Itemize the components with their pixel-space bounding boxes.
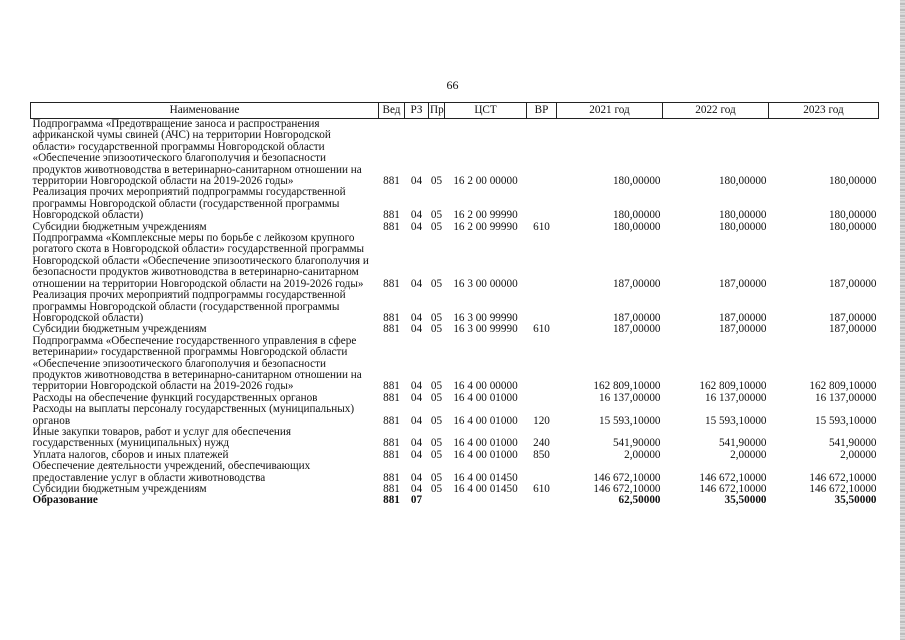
row-amount-2022: 541,90000	[718, 437, 767, 450]
row-rz: 04	[410, 175, 423, 188]
row-cst: 16 2 00 99990	[453, 209, 518, 222]
row-vr: 610	[533, 323, 550, 336]
row-pr: 05	[430, 437, 443, 450]
row-amount-2022: 180,00000	[718, 175, 767, 188]
row-amount-2021: 187,00000	[612, 311, 661, 324]
row-vr: 610	[533, 220, 550, 233]
row-vr	[527, 187, 557, 221]
row-ved: 881	[383, 414, 400, 427]
row-amount-2022: 180,00000	[718, 209, 767, 222]
row-rz: 07	[410, 494, 423, 507]
row-vr: 120	[533, 414, 550, 427]
row-cst: 16 4 00 01000	[453, 414, 518, 427]
row-cst: 16 4 00 00000	[453, 380, 518, 393]
row-pr: 05	[430, 277, 443, 290]
header-name: Наименование	[31, 103, 379, 119]
row-amount-2021: 146 672,10000	[593, 471, 661, 484]
row-pr: 05	[430, 471, 443, 484]
row-pr: 05	[430, 414, 443, 427]
row-cst: 16 4 00 01000	[453, 448, 518, 461]
row-name: Образование	[32, 494, 98, 507]
row-ved: 881	[383, 311, 400, 324]
page-number: 66	[446, 78, 459, 92]
table-header-row	[31, 103, 879, 119]
row-name: Подпрограмма «Комплексные меры по борьбе с лейкозом крупного рогатого скота в Новгородской области» государственной программы Новгородской области «Обеспечение эпизоотического благополучия и безопасности продуктов животноводства в ветеринарно-санитарном отношении на территории Новгородской области на 2019-2026 годы»	[32, 232, 369, 290]
scan-edge-artifact	[900, 0, 905, 640]
row-pr	[429, 495, 445, 506]
row-amount-2021: 187,00000	[612, 277, 661, 290]
row-amount-2023: 146 672,10000	[809, 471, 877, 484]
row-pr: 05	[430, 175, 443, 188]
row-ved: 881	[383, 277, 400, 290]
row-vr	[527, 119, 557, 188]
row-rz: 04	[410, 311, 423, 324]
row-cst	[445, 495, 527, 506]
budget-table	[30, 102, 879, 507]
row-pr: 05	[430, 209, 443, 222]
row-amount-2022: 2,00000	[730, 448, 767, 461]
table-row	[31, 324, 879, 335]
row-cst: 16 3 00 00000	[453, 277, 518, 290]
row-amount-2022: 180,00000	[718, 220, 767, 233]
row-amount-2021: 62,50000	[618, 494, 661, 507]
table-row	[31, 495, 879, 506]
row-amount-2021: 180,00000	[612, 209, 661, 222]
row-pr: 05	[430, 448, 443, 461]
row-pr: 05	[430, 483, 443, 495]
row-name: Реализация прочих мероприятий подпрограммы государственной программы Новгородской области (государственной программы Новгородской области)	[32, 186, 346, 222]
row-ved: 881	[383, 483, 400, 495]
row-name: Уплата налогов, сборов и иных платежей	[32, 448, 229, 461]
row-name: Иные закупки товаров, работ и услуг для обеспечения государственных (муниципальных) нужд	[32, 425, 292, 450]
header-cst: ЦСТ	[445, 103, 527, 119]
row-amount-2021: 2,00000	[624, 448, 661, 461]
row-ved: 881	[383, 323, 400, 336]
row-name: Субсидии бюджетным учреждениям	[32, 323, 207, 336]
row-vr: 240	[533, 437, 550, 450]
row-rz: 04	[410, 414, 423, 427]
row-amount-2021: 162 809,10000	[593, 380, 661, 393]
row-cst: 16 4 00 01000	[453, 391, 518, 404]
row-amount-2021: 15 593,10000	[598, 414, 661, 427]
row-ved: 881	[383, 391, 400, 404]
row-amount-2023: 162 809,10000	[809, 380, 877, 393]
row-cst: 16 2 00 99990	[453, 220, 518, 233]
header-vr: ВР	[527, 103, 557, 119]
row-pr: 05	[430, 220, 443, 233]
row-amount-2021: 16 137,00000	[598, 391, 661, 404]
row-name: Реализация прочих мероприятий подпрограммы государственной программы Новгородской области (государственной программы Новгородской области)	[32, 289, 346, 324]
row-amount-2023: 187,00000	[828, 277, 877, 290]
header-rz: РЗ	[405, 103, 429, 119]
header-pr: Пр	[429, 103, 445, 119]
table-row	[31, 336, 879, 393]
row-amount-2022: 162 809,10000	[699, 380, 767, 393]
table-row	[31, 461, 879, 484]
row-vr	[527, 461, 557, 484]
table-row	[31, 233, 879, 290]
row-amount-2022: 146 672,10000	[699, 471, 767, 484]
row-vr	[527, 233, 557, 290]
row-amount-2022: 187,00000	[718, 311, 767, 324]
row-rz: 04	[410, 471, 423, 484]
row-amount-2021: 180,00000	[612, 175, 661, 188]
row-name: Субсидии бюджетным учреждениям	[32, 483, 207, 495]
row-amount-2023: 180,00000	[828, 209, 877, 222]
row-name: Расходы на выплаты персоналу государственных (муниципальных) органов	[32, 403, 355, 427]
row-name: Подпрограмма «Предотвращение заноса и распространения африканской чумы свиней (АЧС) на территории Новгородской области» государственной программы Новгородской области «Обеспечение эпизоотического благополучия и безопасности продуктов животноводства в ветеринарно-санитарном отношении на территории Новгородской области на 2019-2026 годы»	[32, 118, 362, 188]
row-amount-2023: 35,50000	[834, 494, 877, 507]
row-amount-2023: 187,00000	[828, 311, 877, 324]
row-amount-2022: 16 137,00000	[704, 391, 767, 404]
row-ved: 881	[383, 437, 400, 450]
row-amount-2023: 146 672,10000	[809, 483, 877, 495]
row-name: Подпрограмма «Обеспечение государственного управления в сфере ветеринарии» государственной программы Новгородской области «Обеспечение эпизоотического благополучия и безопасности продуктов животноводства в ветеринарно-санитарном отношении на территории Новгородской области на 2019-2026 годы»	[32, 334, 362, 393]
row-cst: 16 2 00 00000	[453, 175, 518, 188]
row-rz: 04	[410, 437, 423, 450]
row-name: Обеспечение деятельности учреждений, обеспечивающих предоставление услуг в области животноводства	[32, 460, 311, 484]
row-vr	[527, 495, 557, 506]
row-amount-2021: 146 672,10000	[593, 483, 661, 495]
row-rz: 04	[410, 209, 423, 222]
header-2021: 2021 год	[557, 103, 663, 119]
row-rz: 04	[410, 380, 423, 393]
row-amount-2023: 16 137,00000	[814, 391, 877, 404]
row-rz: 04	[410, 391, 423, 404]
row-amount-2021: 541,90000	[612, 437, 661, 450]
row-ved: 881	[383, 471, 400, 484]
row-amount-2021: 180,00000	[612, 220, 661, 233]
row-ved: 881	[383, 175, 400, 188]
row-amount-2023: 187,00000	[828, 323, 877, 336]
row-cst: 16 4 00 01450	[453, 483, 518, 495]
row-ved: 881	[383, 209, 400, 222]
row-amount-2023: 541,90000	[828, 437, 877, 450]
row-amount-2022: 187,00000	[718, 277, 767, 290]
row-rz: 04	[410, 323, 423, 336]
row-amount-2022: 146 672,10000	[699, 483, 767, 495]
row-vr	[527, 290, 557, 324]
row-pr: 05	[430, 311, 443, 324]
row-amount-2023: 15 593,10000	[814, 414, 877, 427]
row-amount-2022: 35,50000	[724, 494, 767, 507]
row-vr	[527, 393, 557, 404]
table-row	[31, 290, 879, 324]
row-name: Субсидии бюджетным учреждениям	[32, 220, 207, 233]
table-body	[31, 119, 879, 507]
row-ved: 881	[383, 380, 400, 393]
row-rz: 04	[410, 277, 423, 290]
header-2023: 2023 год	[769, 103, 879, 119]
row-amount-2023: 180,00000	[828, 220, 877, 233]
table-row	[31, 427, 879, 450]
row-ved: 881	[383, 448, 400, 461]
table-row	[31, 404, 879, 427]
row-vr: 850	[533, 448, 550, 461]
row-cst: 16 3 00 99990	[453, 311, 518, 324]
row-amount-2021: 187,00000	[612, 323, 661, 336]
row-amount-2022: 187,00000	[718, 323, 767, 336]
row-cst: 16 4 00 01000	[453, 437, 518, 450]
row-ved: 881	[383, 494, 400, 507]
row-cst: 16 3 00 99990	[453, 323, 518, 336]
row-pr: 05	[430, 323, 443, 336]
row-amount-2022: 15 593,10000	[704, 414, 767, 427]
row-pr: 05	[430, 391, 443, 404]
row-rz: 04	[410, 483, 423, 495]
row-rz: 04	[410, 448, 423, 461]
row-cst: 16 4 00 01450	[453, 471, 518, 484]
row-rz: 04	[410, 220, 423, 233]
row-ved: 881	[383, 220, 400, 233]
table-row	[31, 119, 879, 188]
row-name: Расходы на обеспечение функций государственных органов	[32, 391, 318, 404]
row-vr	[527, 336, 557, 393]
row-vr: 610	[533, 483, 550, 495]
header-ved: Вед	[379, 103, 405, 119]
row-pr: 05	[430, 380, 443, 393]
header-2022: 2022 год	[663, 103, 769, 119]
table-row	[31, 187, 879, 221]
row-amount-2023: 2,00000	[840, 448, 877, 461]
row-amount-2023: 180,00000	[828, 175, 877, 188]
